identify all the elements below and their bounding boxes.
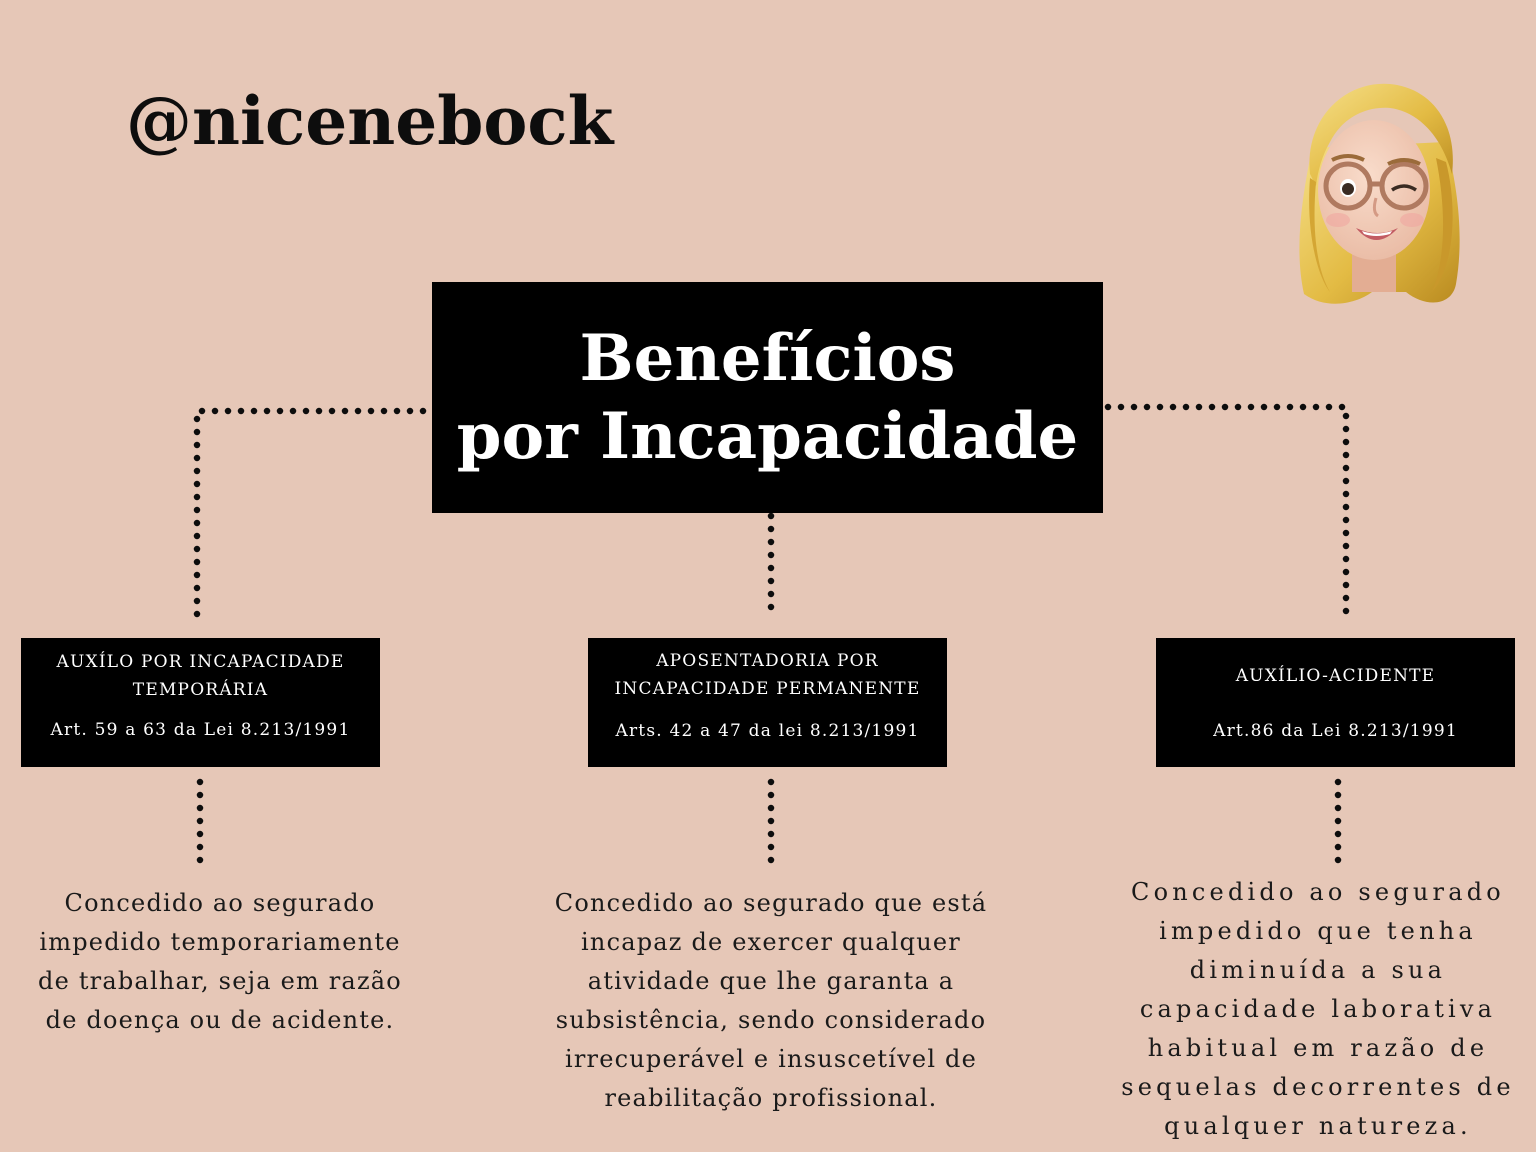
description-line: Concedido ao segurado (1131, 878, 1505, 906)
description-line: subsistência, sendo considerado (555, 1006, 987, 1034)
node-title-line: TEMPORÁRIA (132, 680, 269, 700)
description-line: impedido que tenha (1159, 917, 1477, 945)
node-title-line: INCAPACIDADE PERMANENTE (614, 679, 921, 699)
description-line: Concedido ao segurado (64, 889, 376, 917)
description-line: impedido temporariamente (39, 928, 401, 956)
main-title-line-1: Benefícios (579, 320, 956, 396)
node-title-line: APOSENTADORIA POR (656, 651, 879, 671)
description-line: diminuída a sua (1189, 956, 1447, 984)
description-node-2 (541, 884, 1001, 1118)
connector-left (197, 411, 423, 618)
description-line: de doença ou de acidente. (45, 1006, 395, 1034)
node-auxilio-acidente (1156, 638, 1515, 767)
description-line: incapaz de exercer qualquer (581, 928, 961, 956)
main-title-box (432, 282, 1103, 513)
description-line: atividade que lhe garanta a (587, 967, 955, 995)
connector-right (1108, 407, 1346, 618)
description-node-1 (20, 884, 420, 1040)
node-law: Art. 59 a 63 da Lei 8.213/1991 (50, 720, 351, 740)
description-line: reabilitação profissional. (604, 1084, 938, 1112)
node-title-line: AUXÍLIO-ACIDENTE (1235, 666, 1436, 686)
node-law: Arts. 42 a 47 da lei 8.213/1991 (615, 721, 920, 741)
description-node-3 (1118, 873, 1518, 1146)
description-line: sequelas decorrentes de (1121, 1073, 1515, 1101)
description-line: qualquer natureza. (1164, 1112, 1472, 1140)
description-line: habitual em razão de (1147, 1034, 1489, 1062)
author-handle: @nicenebock (126, 82, 614, 160)
description-line: Concedido ao segurado que está (554, 889, 988, 917)
description-line: capacidade laborativa (1139, 995, 1497, 1023)
node-title-line: AUXÍLO POR INCAPACIDADE (56, 652, 345, 672)
description-line: irrecuperável e insuscetível de (565, 1045, 977, 1073)
description-line: de trabalhar, seja em razão (38, 967, 402, 995)
node-law: Art.86 da Lei 8.213/1991 (1213, 721, 1458, 741)
node-aposentadoria-incapacidade-permanente (588, 638, 947, 767)
main-title-line-2: por Incapacidade (456, 398, 1079, 474)
node-auxilio-incapacidade-temporaria (21, 638, 380, 767)
